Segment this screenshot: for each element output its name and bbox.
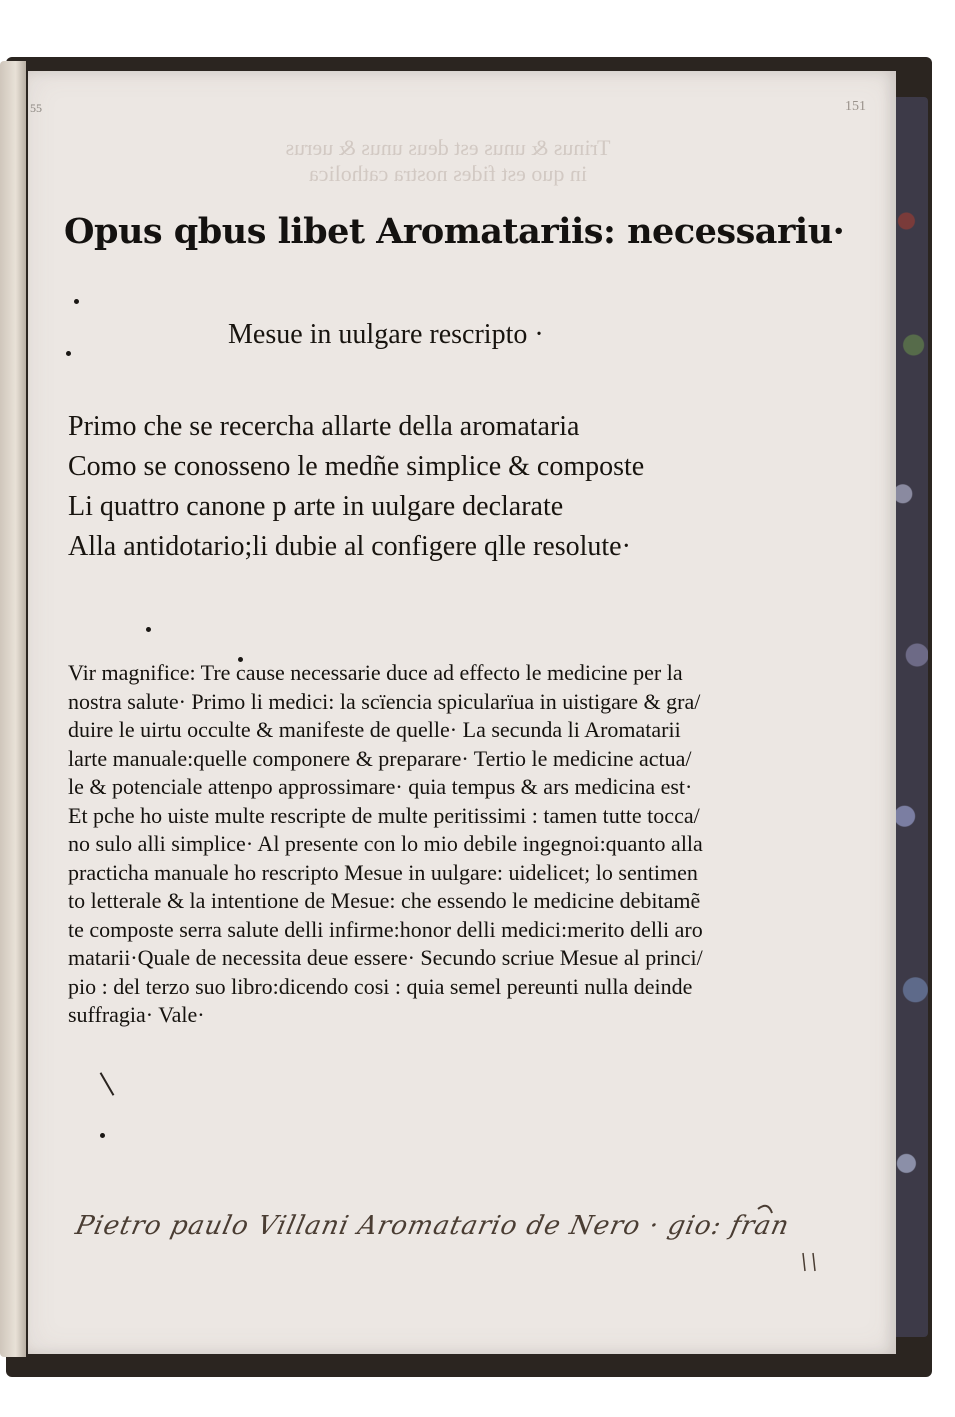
body-line: duire le uirtu occulte & manifeste de quelle· La secunda li Aromatarii (68, 717, 681, 742)
body-line: Vir magnifice: Tre cause necessarie duce ad effecto le medicine per la (68, 660, 683, 685)
ornament-dot (66, 351, 71, 356)
left-page-edge (0, 61, 26, 1357)
marbled-endpaper (892, 97, 928, 1337)
ink-mark (100, 1133, 105, 1138)
contents-item: Primo che se recercha allarte della aromataria (68, 411, 580, 442)
signature-text: Pietro paulo Villani Aromatario de Nero · gio: fran (72, 1211, 793, 1241)
ink-mark (100, 1072, 115, 1096)
folio-number-right: 151 (845, 99, 866, 114)
contents-list (68, 407, 644, 567)
show-through-line: Trinus & unus est deus unus & uerus (285, 135, 611, 160)
body-line: suffragia· Vale· (68, 1002, 205, 1027)
ornament-dot (146, 627, 151, 632)
body-paragraph (68, 659, 798, 1030)
body-line: te composte serra salute delli infirme:honor delli medici:merito delli aro (68, 916, 703, 942)
body-line: matarii·Quale de necessita deue essere· Secundo scriue Mesue al princi/ (68, 945, 703, 970)
show-through-text (68, 135, 828, 187)
body-line: no sulo alli simplice· Al presente con lo mio debile ingegnoi:quanto alla (68, 831, 703, 856)
book-page (28, 71, 896, 1354)
body-line: larte manuale:quelle componere & preparare· Tertio le medicine actua/ (68, 745, 692, 771)
handwritten-signature (68, 1191, 868, 1281)
contents-item: Li quattro canone p arte in uulgare declarate (68, 491, 564, 522)
body-line: le & potenciale attenpo approssimare· quia tempus & ars medicina est· (68, 774, 693, 799)
contents-item: Alla antidotario;li dubie al configere qlle resolute· (68, 531, 631, 562)
page-title: Opus qbus libet Aromatariis: necessariu· (64, 211, 845, 252)
body-line: pio : del terzo suo libro:dicendo cosi : quia semel pereunti nulla deinde (68, 973, 693, 999)
show-through-line: in quo est fides nostra catholica (309, 161, 587, 186)
body-line: practicha manuale ho rescripto Mesue in uulgare: uidelicet; lo sentimen (68, 859, 698, 885)
body-line: to letterale & la intentione de Mesue: che essendo le medicine debitamẽ (68, 888, 701, 913)
folio-number-left: 55 (30, 101, 42, 115)
contents-item: Como se conosseno le medñe simplice & composte (68, 451, 645, 482)
page-subtitle: Mesue in uulgare rescripto · (228, 319, 544, 350)
body-line: Et pche ho uiste multe rescripte de multe peritissimi : tamen tutte tocca/ (68, 802, 700, 828)
book (0, 55, 935, 1380)
ornament-dot (74, 299, 79, 304)
signature-flourish (68, 1191, 868, 1281)
body-line: nostra salute· Primo li medici: la scïencia spicularïua in uistigare & gra/ (68, 688, 701, 714)
